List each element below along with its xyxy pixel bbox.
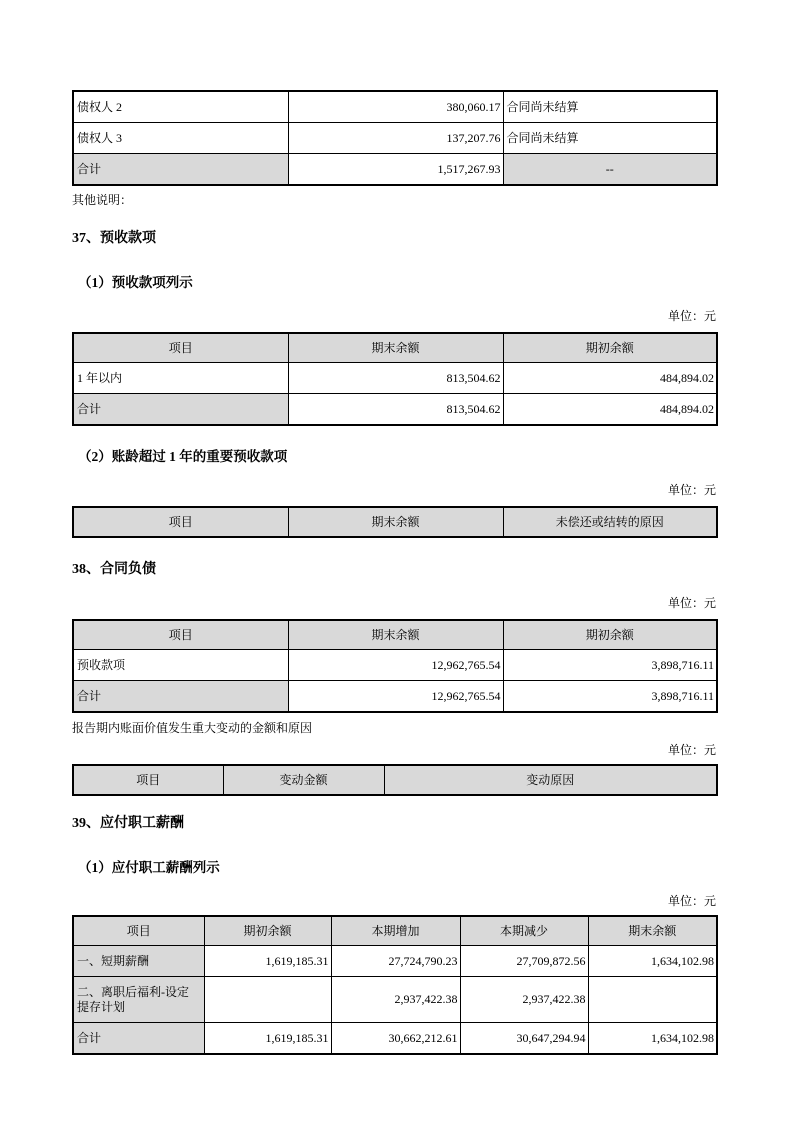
period-decrease: 30,647,294.94 (460, 1023, 588, 1055)
unit-label: 单位：元 (667, 483, 716, 497)
total-reason: -- (503, 154, 717, 186)
total-label: 合计 (73, 394, 288, 426)
header-row (73, 333, 717, 363)
beginning-balance: 484,894.02 (503, 394, 717, 426)
header-row (73, 765, 717, 795)
column-header: 变动原因 (384, 765, 717, 795)
column-header: 变动金额 (223, 765, 384, 795)
column-header: 期末余额 (588, 916, 717, 946)
column-header: 项目 (73, 620, 288, 650)
column-header: 项目 (73, 916, 204, 946)
table-row (73, 91, 717, 123)
unit-label: 单位：元 (667, 309, 716, 323)
beginning-balance: 3,898,716.11 (503, 681, 717, 713)
beginning-balance (204, 977, 331, 1023)
column-header: 本期增加 (331, 916, 460, 946)
other-notes-label: 其他说明： (72, 193, 133, 207)
unit-label: 单位：元 (667, 743, 716, 757)
creditor-name: 债权人 2 (73, 91, 288, 123)
creditor-reason: 合同尚未结算 (503, 91, 717, 123)
ending-balance: 12,962,765.54 (288, 681, 503, 713)
unit-label: 单位：元 (667, 596, 716, 610)
ending-balance: 1,634,102.98 (588, 1023, 717, 1055)
column-header: 期初余额 (204, 916, 331, 946)
creditor-amount: 137,207.76 (288, 123, 503, 154)
beginning-balance: 1,619,185.31 (204, 946, 331, 977)
table-row (73, 650, 717, 681)
change-reason-table (72, 764, 718, 796)
ending-balance: 813,504.62 (288, 363, 503, 394)
employee-compensation-table (72, 915, 718, 1055)
aged-advance-receipts-table (72, 506, 718, 538)
total-label: 合计 (73, 154, 288, 186)
contract-liabilities-table (72, 619, 718, 713)
section-37-sub1-title: （1）预收款项列示 (78, 275, 193, 290)
document-content (72, 90, 716, 1055)
column-header: 项目 (73, 507, 288, 537)
advance-receipts-table (72, 332, 718, 426)
beginning-balance: 484,894.02 (503, 363, 717, 394)
total-row (73, 1023, 717, 1055)
header-row (73, 916, 717, 946)
ending-balance (588, 977, 717, 1023)
creditors-table (72, 90, 718, 186)
column-header: 未偿还或结转的原因 (503, 507, 717, 537)
column-header: 本期减少 (460, 916, 588, 946)
column-header: 期末余额 (288, 333, 503, 363)
ending-balance: 12,962,765.54 (288, 650, 503, 681)
column-header: 期末余额 (288, 507, 503, 537)
column-header: 期末余额 (288, 620, 503, 650)
section-39-title: 39、应付职工薪酬 (72, 816, 184, 831)
table-row (73, 363, 717, 394)
total-label: 合计 (73, 681, 288, 713)
period-decrease: 27,709,872.56 (460, 946, 588, 977)
total-row (73, 681, 717, 713)
total-label: 合计 (73, 1023, 204, 1055)
column-header: 项目 (73, 765, 223, 795)
section-38-title: 38、合同负债 (72, 562, 156, 577)
total-amount: 1,517,267.93 (288, 154, 503, 186)
header-row (73, 507, 717, 537)
section-37-title: 37、预收款项 (72, 231, 156, 246)
header-row (73, 620, 717, 650)
period-increase: 30,662,212.61 (331, 1023, 460, 1055)
column-header: 项目 (73, 333, 288, 363)
unit-label: 单位：元 (667, 894, 716, 908)
total-row (73, 154, 717, 186)
table-row (73, 946, 717, 977)
section-39-sub1-title: （1）应付职工薪酬列示 (78, 860, 220, 875)
period-increase: 2,937,422.38 (331, 977, 460, 1023)
item-name: 1 年以内 (73, 363, 288, 394)
creditor-name: 债权人 3 (73, 123, 288, 154)
item-name: 一、短期薪酬 (73, 946, 204, 977)
creditor-amount: 380,060.17 (288, 91, 503, 123)
ending-balance: 813,504.62 (288, 394, 503, 426)
column-header: 期初余额 (503, 620, 717, 650)
beginning-balance: 3,898,716.11 (503, 650, 717, 681)
table-row (73, 123, 717, 154)
beginning-balance: 1,619,185.31 (204, 1023, 331, 1055)
creditor-reason: 合同尚未结算 (503, 123, 717, 154)
column-header: 期初余额 (503, 333, 717, 363)
period-increase: 27,724,790.23 (331, 946, 460, 977)
ending-balance: 1,634,102.98 (588, 946, 717, 977)
section-37-sub2-title: （2）账龄超过 1 年的重要预收款项 (78, 449, 288, 464)
table-row (73, 977, 717, 1023)
item-name: 预收款项 (73, 650, 288, 681)
total-row (73, 394, 717, 426)
change-note: 报告期内账面价值发生重大变动的金额和原因 (72, 721, 313, 735)
period-decrease: 2,937,422.38 (460, 977, 588, 1023)
item-name: 二、离职后福利-设定提存计划 (73, 977, 204, 1023)
